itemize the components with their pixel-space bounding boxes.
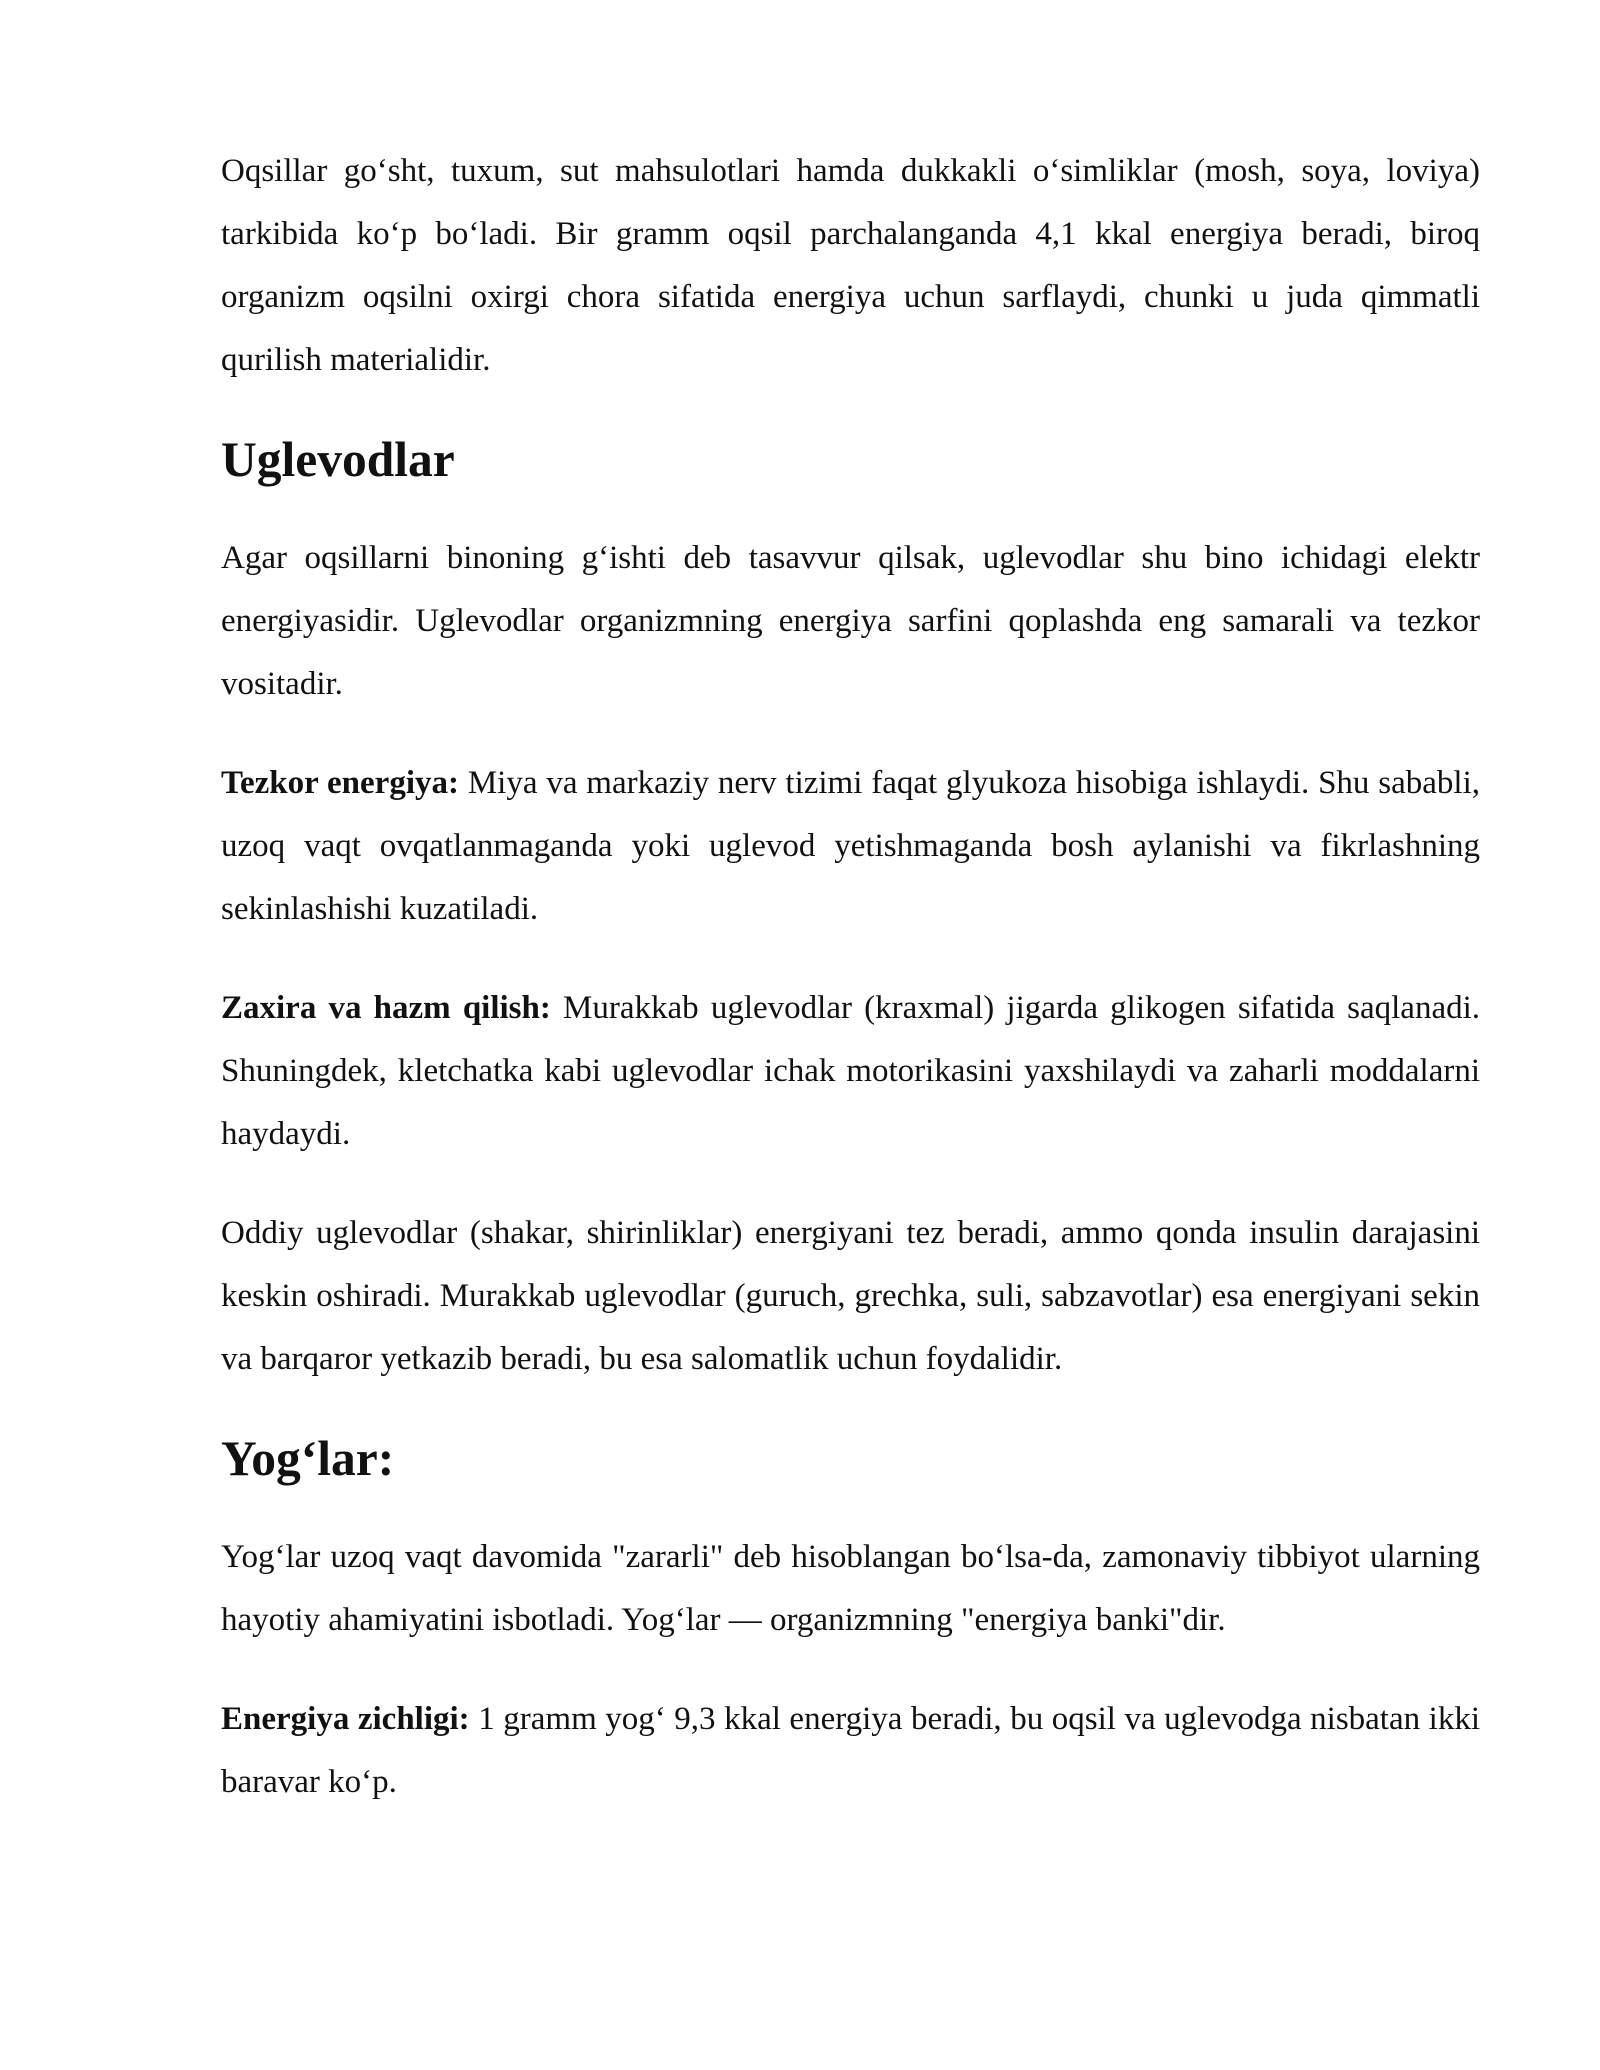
- paragraph-proteins-sources: Oqsillar go‘sht, tuxum, sut mahsulotlari hamda dukkakli o‘simliklar (mosh, soya, loviya) tarkibida ko‘p bo‘ladi. Bir gramm oqsil parchalanganda 4,1 kkal energiya beradi, biroq organizm oqsilni oxirgi chora sifatida energiya uchun sarflaydi, chunki u juda qimmatli qurilish materialidir.: [221, 153, 1480, 378]
- text-quick-energy: Miya va markaziy nerv tizimi faqat glyukoza hisobiga ishlaydi. Shu sababli, uzoq vaqt ovqatlanmaganda yoki uglevod yetishmaganda bosh aylanishi va fikrlashning sekinlashishi kuzatiladi.: [221, 765, 1480, 927]
- lead-storage-digestion: Zaxira va hazm qilish:: [221, 990, 551, 1026]
- lead-quick-energy: Tezkor energiya:: [221, 765, 459, 801]
- paragraph-simple-complex-carbs: Oddiy uglevodlar (shakar, shirinliklar) energiyani tez beradi, ammo qonda insulin darajasini keskin oshiradi. Murakkab uglevodlar (guruch, grechka, suli, sabzavotlar) esa energiyani sekin va barqaror yetkazib beradi, bu esa salomatlik uchun foydalidir.: [221, 1215, 1480, 1377]
- paragraph-storage-digestion: [221, 977, 1480, 1166]
- paragraph-fats-intro: Yog‘lar uzoq vaqt davomida "zararli" deb hisoblangan bo‘lsa-da, zamonaviy tibbiyot ularning hayotiy ahamiyatini isbotladi. Yog‘lar — organizmning "energiya banki"dir.: [221, 1539, 1480, 1638]
- heading-fats: Yog‘lar:: [221, 1431, 395, 1486]
- text-energy-density: 1 gramm yog‘ 9,3 kkal energiya beradi, bu oqsil va uglevodga nisbatan ikki baravar ko‘p.: [221, 1701, 1480, 1800]
- paragraph-energy-density: [221, 1688, 1480, 1814]
- document-page: [221, 140, 1480, 1850]
- lead-energy-density: Energiya zichligi:: [221, 1701, 470, 1737]
- paragraph-carbohydrates-intro: Agar oqsillarni binoning g‘ishti deb tasavvur qilsak, uglevodlar shu bino ichidagi elektr energiyasidir. Uglevodlar organizmning energiya sarfini qoplashda eng samarali va tezkor vositadir.: [221, 540, 1480, 702]
- text-storage-digestion: Murakkab uglevodlar (kraxmal) jigarda glikogen sifatida saqlanadi. Shuningdek, kletchatka kabi uglevodlar ichak motorikasini yaxshilaydi va zaharli moddalarni haydaydi.: [221, 990, 1481, 1152]
- heading-carbohydrates: Uglevodlar: [221, 432, 455, 487]
- paragraph-quick-energy: [221, 752, 1480, 941]
